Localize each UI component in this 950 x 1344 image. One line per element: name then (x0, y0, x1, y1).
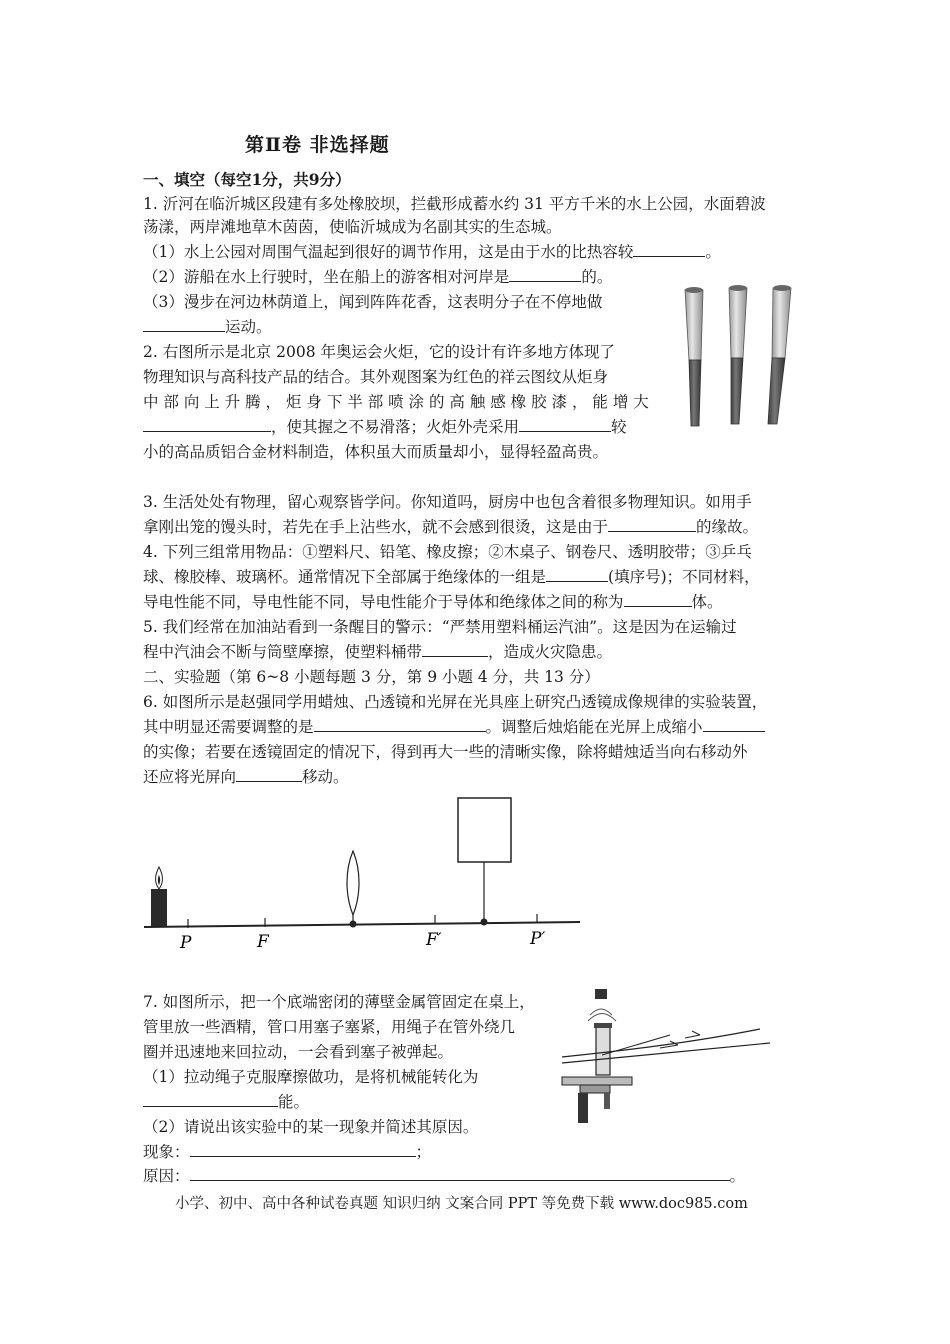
page-title: 第Ⅱ卷 非选择题 (245, 134, 390, 156)
q7-phenomenon: 现象： ； (143, 1143, 432, 1161)
table-clamp (562, 1077, 632, 1085)
answer-blank[interactable] (633, 242, 705, 257)
q1-part3-line1: （3）漫步在河边林荫道上，闻到阵阵花香，这表明分子在不停地做 (143, 293, 603, 311)
q4-line3: 导电性能不同，导电性能不同，导电性能介于导体和绝缘体之间的称为 体。 (143, 593, 723, 611)
q2-line1: 2. 右图所示是北京 2008 年奥运会火炬，它的设计有许多地方体现了 (143, 343, 616, 361)
q5-line2: 程中汽油会不断与筒壁摩擦，使塑料桶带 ，造成火灾隐患。 (143, 643, 613, 661)
section1-heading: 一、填空（每空1分，共9分） (143, 170, 351, 189)
q7-line2: 管里放一些酒精，管口用塞子塞紧，用绳子在管外绕几 (143, 1018, 516, 1036)
torch-middle (729, 285, 747, 424)
page-footer: 小学、初中、高中各种试卷真题 知识归纳 文案合同 PPT 等免费下载 www.doc985.com (175, 1196, 748, 1212)
q4-line1: 4. 下列三组常用物品：①塑料尺、铅笔、橡皮擦；②木桌子、钢卷尺、透明胶带；③乒乓 (143, 543, 752, 561)
metal-tube-figure (560, 985, 780, 1125)
label-p-prime: P′ (530, 929, 546, 949)
answer-blank[interactable] (422, 642, 488, 657)
q2-line4: ，使其握之不易滑落；火炬外壳采用 较 (143, 417, 627, 437)
q2-line5: 小的高品质铝合金材料制造，体积虽大而质量却小，显得轻盈高贵。 (143, 443, 609, 461)
q6-line4: 还应将光屏向 移动。 (143, 768, 349, 786)
metal-tube (596, 1025, 610, 1075)
section2-heading: 二、实验题（第 6~8 小题每题 3 分，第 9 小题 4 分，共 13 分） (143, 668, 600, 686)
q7-line3: 圈并迅速地来回拉动，一会看到塞子被弹起。 (143, 1043, 454, 1061)
answer-blank[interactable] (143, 417, 271, 432)
torch-left (685, 287, 703, 426)
q7-line1: 7. 如图所示，把一个底端密闭的薄壁金属管固定在桌上， (143, 993, 535, 1011)
q7-line6: （2）请说出该实验中的某一现象并简述其原因。 (143, 1118, 479, 1136)
answer-blank[interactable] (509, 267, 581, 282)
optical-bench-rail (144, 922, 580, 927)
answer-blank[interactable] (314, 717, 486, 732)
q6-line3: 的实像；若要在透镜固定的情况下，得到再大一些的清晰实像，除将蜡烛适当向右移动外 (143, 743, 748, 761)
q6-line1: 6. 如图所示是赵强同学用蜡烛、凸透镜和光屏在光具座上研究凸透镜成像规律的实验装置， (143, 693, 768, 711)
q7-reason: 原因： 。 (143, 1167, 746, 1185)
torch-right (768, 285, 791, 424)
answer-blank[interactable] (190, 1166, 730, 1181)
q5-line1: 5. 我们经常在加油站看到一条醒目的警示：“严禁用塑料桶运汽油”。这是因为在运输过 (143, 618, 737, 636)
q3-line1: 3. 生活处处有物理，留心观察皆学问。你知道吗，厨房中也包含着很多物理知识。如用手 (143, 493, 752, 511)
answer-blank[interactable] (519, 417, 611, 432)
answer-blank[interactable] (624, 592, 692, 607)
q1-line1: 1. 沂河在临沂城区段建有多处橡胶坝，拦截形成蓄水约 31 平方千米的水上公园，水面碧波 (143, 195, 766, 213)
stopper (595, 989, 607, 999)
q3-line2: 拿刚出笼的馒头时，若先在手上沾些水，就不会感到很烫，这是由于 的缘故。 (143, 518, 759, 536)
answer-blank[interactable] (608, 517, 696, 532)
label-f: F (257, 932, 269, 952)
q4-line2: 球、橡胶棒、玻璃杯。通常情况下全部属于绝缘体的一组是 (填序号)；不同材料， (143, 568, 760, 586)
olympic-torches-figure (675, 278, 800, 438)
answer-blank[interactable] (143, 1092, 278, 1107)
rope (562, 1029, 760, 1057)
label-f-prime: F′ (426, 930, 442, 950)
q2-line2: 物理知识与高科技产品的结合。其外观图案为红色的祥云图纹从炬身 (143, 368, 609, 386)
candle (151, 867, 167, 926)
q2-line3: 中 部 向 上 升 腾 ， 炬 身 下 半 部 喷 涂 的 高 触 感 橡 胶 漆 ， 能 增 大 (143, 393, 649, 411)
label-p: P (180, 933, 192, 953)
q6-line2: 其中明显还需要调整的是 。调整后烛焰能在光屏上成缩小 (143, 717, 765, 737)
light-screen (458, 798, 511, 926)
q1-line2: 荡漾，两岸滩地草木茵茵，使临沂城成为名副其实的生态城。 (143, 218, 562, 236)
answer-blank[interactable] (190, 1142, 416, 1157)
q1-part3-line2: 运动。 (143, 317, 272, 337)
optical-bench-figure (140, 795, 590, 955)
q7-line5: 能。 (143, 1092, 309, 1112)
answer-blank[interactable] (236, 767, 302, 782)
answer-blank[interactable] (546, 567, 608, 582)
answer-blank[interactable] (703, 717, 765, 732)
convex-lens (347, 851, 359, 928)
q7-line4: （1）拉动绳子克服摩擦做功，是将机械能转化为 (143, 1068, 479, 1086)
answer-blank[interactable] (143, 317, 225, 332)
q1-part2: （2）游船在水上行驶时，坐在船上的游客相对河岸是 的。 (143, 268, 613, 286)
q1-part1: （1）水上公园对周围气温起到很好的调节作用，这是由于水的比热容较 。 (143, 243, 721, 261)
